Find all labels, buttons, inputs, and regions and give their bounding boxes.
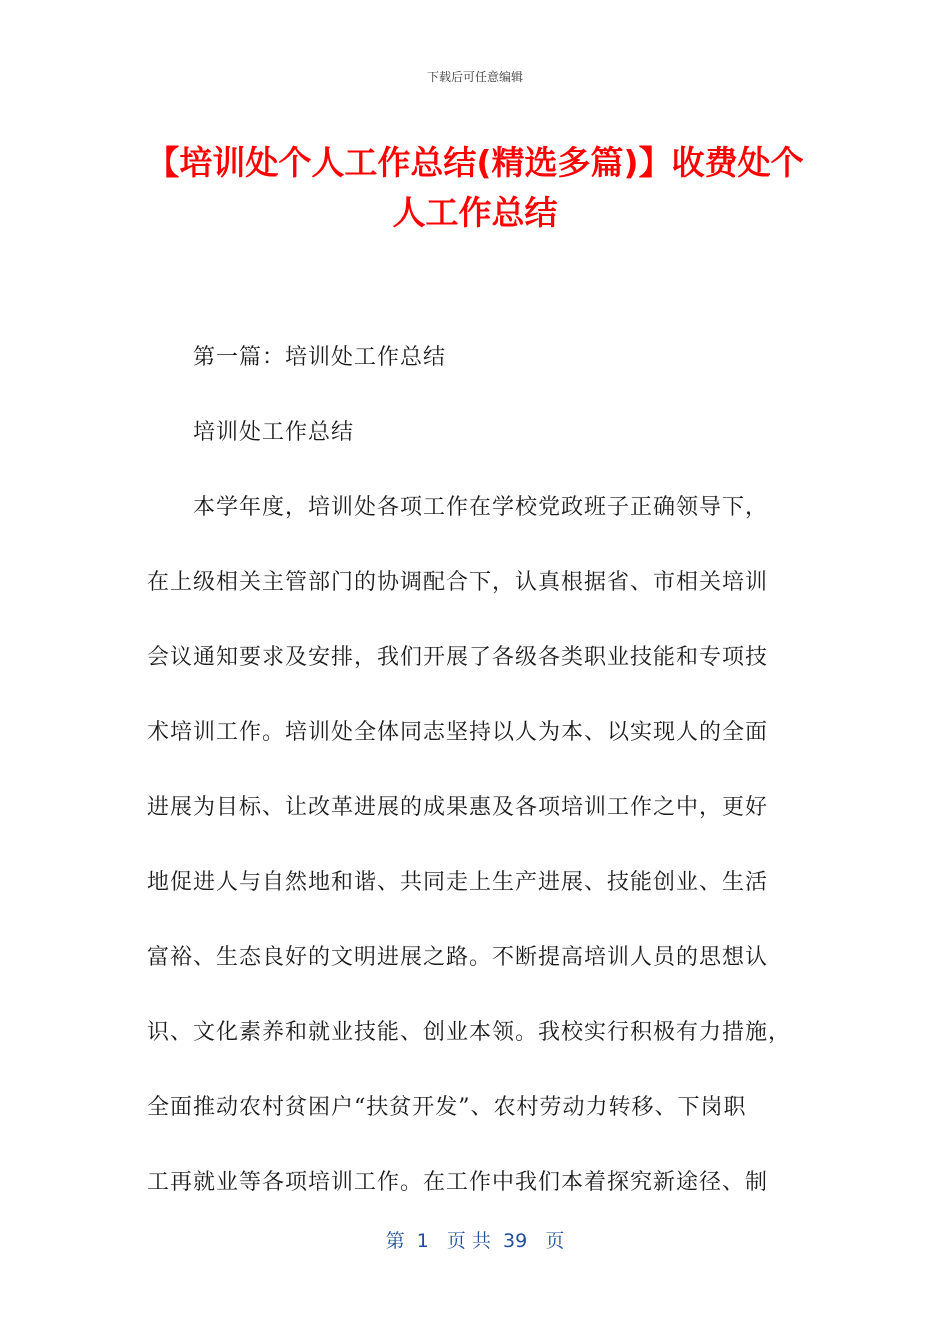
body-line: 术培训工作。培训处全体同志坚持以人为本、以实现人的全面 [147, 720, 769, 745]
body-line: 地促进人与自然地和谐、共同走上生产进展、技能创业、生活 [147, 870, 769, 895]
document-body [147, 320, 797, 1220]
sub-heading: 培训处工作总结 [193, 420, 355, 445]
header-note: 下载后可任意编辑 [426, 70, 523, 84]
document-title: 【培训处个人工作总结(精选多篇)】收费处个人工作总结 [146, 143, 804, 232]
body-line: 会议通知要求及安排，我们开展了各级各类职业技能和专项技 [147, 645, 769, 670]
body-line: 进展为目标、让改革进展的成果惠及各项培训工作之中，更好 [147, 795, 769, 820]
section-heading: 第一篇：培训处工作总结 [193, 345, 447, 370]
body-line: 工再就业等各项培训工作。在工作中我们本着探究新途径、制 [147, 1170, 769, 1195]
body-line: 全面推动农村贫困户“扶贫开发”、农村劳动力转移、下岗职 [147, 1095, 747, 1120]
body-line: 本学年度，培训处各项工作在学校党政班子正确领导下， [193, 495, 769, 520]
page-number-footer: 第 1 页 共 39 页 [385, 1230, 565, 1252]
body-line: 富裕、生态良好的文明进展之路。不断提高培训人员的思想认 [147, 945, 769, 970]
body-paragraph [147, 470, 797, 545]
body-line: 识、文化素养和就业技能、创业本领。我校实行积极有力措施， [147, 1020, 792, 1045]
body-line: 在上级相关主管部门的协调配合下，认真根据省、市相关培训 [147, 570, 769, 595]
body-paragraph-continued [147, 545, 797, 1220]
